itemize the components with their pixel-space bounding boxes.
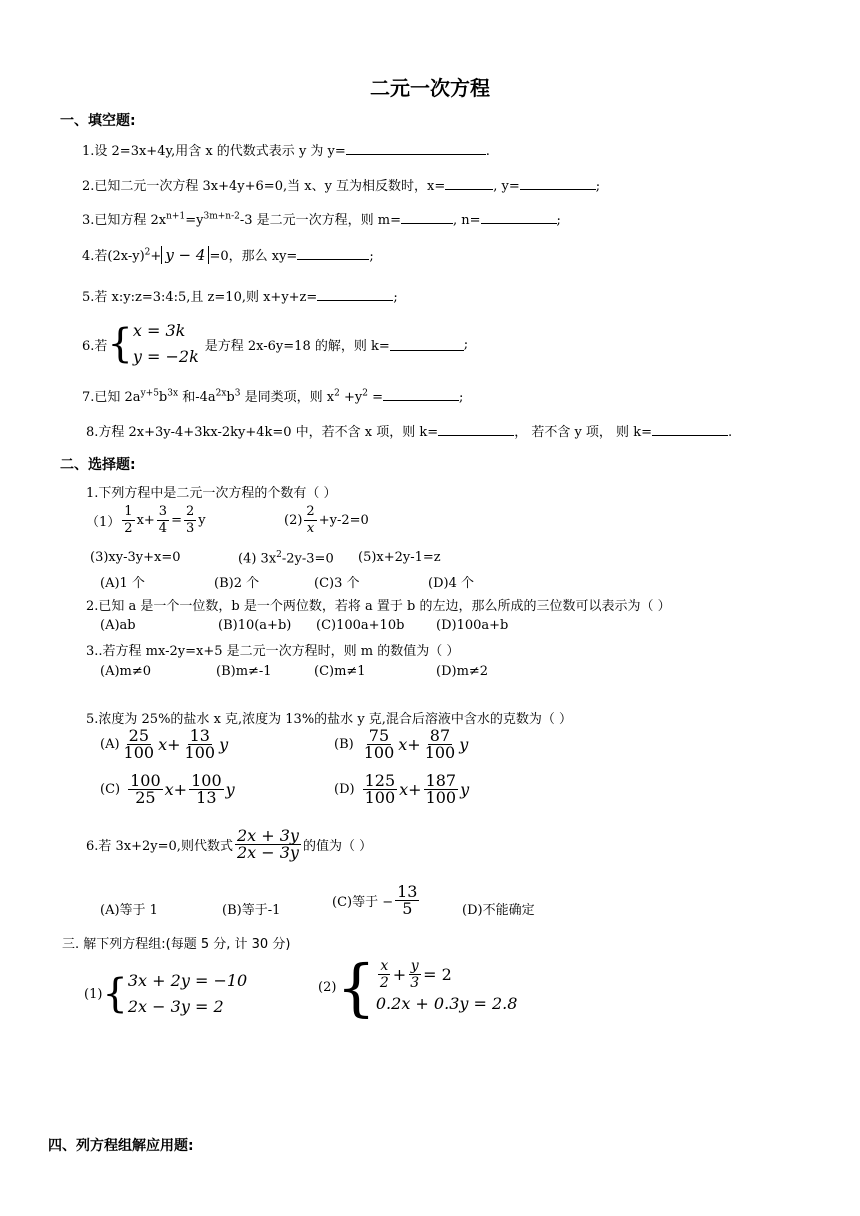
section-heading-text: 四、列方程组解应用题 (48, 1138, 188, 1154)
equation: 3x + 2y = −10 (127, 971, 248, 990)
choice-q6-option-d[interactable]: (D)不能确定 (462, 903, 535, 918)
answer-blank[interactable] (317, 288, 393, 301)
fraction (157, 504, 169, 537)
text: y (198, 513, 206, 528)
fill-question-1: 1.设 2=3x+4y,用含 x 的代数式表示 y 为 y= . (82, 144, 490, 159)
fraction (363, 773, 398, 806)
fraction (378, 958, 391, 991)
fraction (362, 728, 397, 761)
question-text: 是同类项，则 x (240, 390, 335, 405)
text: -2y-3=0 (281, 551, 334, 567)
denominator: 100 (425, 788, 457, 807)
question-text: 3.已知方程 2x (82, 213, 167, 228)
numerator: 25 (128, 726, 149, 745)
choice-q2-option-d[interactable]: (D)100a+b (436, 618, 509, 633)
text: +y-2=0 (318, 513, 369, 528)
fill-question-3: 3.已知方程 $2x^{n+1}=y^{3m+n-2}-3$ 是二元一次方程，则 m= , n= ; (82, 211, 561, 228)
numerator: 87 (429, 726, 451, 745)
question-text: 6.若 3x+2y=0,则代数式 (86, 839, 233, 854)
equation: y = −2k (132, 347, 199, 366)
question-text: b (158, 390, 168, 405)
numerator: 2x + 3y (236, 826, 299, 845)
question-text: 2.已知二元一次方程 3x+4y+6=0,当 x、y 互为相反数时，x= (82, 179, 446, 194)
numerator: 125 (364, 771, 396, 790)
numerator: 3 (158, 504, 168, 519)
equation: 2x − 3y = 2 (127, 997, 224, 1016)
denominator: 100 (123, 743, 155, 762)
superscript: n+1 (166, 211, 186, 222)
choice-q1-option-a[interactable]: (A)1 个 (100, 576, 145, 591)
fraction (184, 504, 196, 537)
choice-q2-option-c[interactable]: (C)100a+10b (316, 618, 405, 633)
choice-q1-option-c[interactable]: (C)3 个 (314, 576, 360, 591)
answer-blank[interactable] (401, 211, 453, 224)
question-text: 4.若(2x-y) (82, 249, 145, 264)
system-problem-2 (318, 950, 518, 1024)
question-text: -3 是二元一次方程，则 m= (239, 213, 401, 228)
choice-question-2: 2.已知 a 是一个一位数，b 是一个两位数，若将 a 置于 b 的左边，那么所成的三位数可以表示为（ ） (86, 599, 671, 614)
section-1-heading: 一、填空题: (60, 113, 136, 129)
numerator: 13 (397, 882, 418, 901)
numerator: 2 (185, 504, 195, 519)
denominator: 100 (363, 743, 395, 762)
text: (4) 3x (238, 551, 277, 567)
choice-q6-option-b[interactable]: (B)等于-1 (222, 903, 281, 918)
numerator: 75 (368, 726, 390, 745)
superscript: 3x (167, 388, 179, 399)
choice-q1-option-d[interactable]: (D)4 个 (428, 576, 474, 591)
denominator: 2x − 3y (236, 843, 299, 862)
denominator: 3 (185, 521, 195, 536)
operator: + (408, 780, 422, 799)
denominator: 2 (124, 521, 133, 536)
equation-system (133, 318, 199, 370)
section-2-heading: 二、选择题: (60, 457, 136, 473)
section-3-heading: 三. 解下列方程组:(每题 5 分, 计 30 分) (62, 937, 291, 952)
question-text: +y (339, 390, 363, 405)
question-text: 的值为（ ） (302, 839, 373, 854)
text: x+ (136, 513, 155, 528)
fill-question-2: 2.已知二元一次方程 3x+4y+6=0,当 x、y 互为相反数时，x= , y= ; (82, 179, 601, 194)
choice-q5-option-c[interactable] (100, 773, 235, 806)
denominator: 4 (158, 521, 168, 536)
choice-question-6 (86, 828, 372, 861)
text: = 2 (423, 964, 452, 984)
fill-question-8: 8.方程 2x+3y-4+3kx-2ky+4k=0 中，若不含 x 项，则 k= ， 若不含 y 项， 则 k= . (86, 425, 733, 440)
choice-q1-expr-4 (238, 550, 334, 566)
label: (D) (334, 782, 355, 797)
choice-q3-option-b[interactable]: (B)m≠-1 (216, 664, 272, 679)
superscript: 3m+n-2 (203, 211, 240, 222)
question-text: b (226, 390, 235, 405)
label: (A) (100, 737, 120, 752)
choice-q1-expr-5: (5)x+2y-1=z (358, 550, 441, 565)
variable: y (459, 735, 469, 754)
equation-system (376, 958, 518, 1017)
question-text: 1.设 2=3x+4y,用含 x 的代数式表示 y 为 y= (82, 144, 346, 159)
operator: + (392, 964, 407, 984)
question-text: , y= (493, 179, 520, 194)
question-text: =0，那么 xy= (209, 249, 298, 264)
answer-blank[interactable] (390, 338, 464, 351)
denominator: 2 (379, 975, 389, 991)
question-text: 7.已知 2a (82, 390, 141, 405)
choice-q2-option-b[interactable]: (B)10(a+b) (218, 618, 292, 633)
operator: + (173, 780, 188, 799)
label: (2) (318, 980, 337, 995)
answer-blank[interactable] (346, 142, 486, 155)
answer-blank[interactable] (438, 423, 514, 436)
section-heading-text: 一、填空题 (60, 113, 130, 129)
choice-q1-option-b[interactable]: (B)2 个 (214, 576, 260, 591)
choice-q3-option-a[interactable]: (A)m≠0 (100, 664, 152, 679)
absolute-value: y − 4 (161, 246, 209, 264)
operator: + (407, 735, 421, 754)
denominator: 100 (424, 743, 456, 762)
choice-q1-expr-3: (3)xy-3y+x=0 (90, 550, 181, 565)
choice-q6-option-a[interactable]: (A)等于 1 (100, 903, 158, 918)
answer-blank[interactable] (520, 177, 596, 190)
fraction (423, 728, 458, 761)
system-problem-1 (84, 968, 247, 1020)
variable: x (399, 780, 409, 799)
choice-q5-option-a[interactable] (100, 728, 228, 761)
numerator: 100 (191, 771, 222, 790)
operator: + (167, 735, 181, 754)
variable: x (164, 780, 174, 799)
label: (1) (84, 986, 103, 1002)
superscript: 2 (144, 247, 151, 258)
page-title: 二元一次方程 (370, 76, 490, 100)
label: (B) (334, 737, 354, 752)
denominator: 13 (196, 788, 217, 807)
answer-blank[interactable] (481, 211, 557, 224)
equation (376, 958, 518, 991)
label: （1） (86, 515, 121, 530)
variable: x (398, 735, 408, 754)
superscript: 2x (215, 388, 227, 399)
fraction (122, 728, 157, 761)
fill-question-7: 7.已知 $2a^{y+5}b^{3x}$ 和$-4a^{2x}b^3$ 是同类项，则 $x^2 +y^2$ = ; (82, 388, 464, 405)
question-text: , n= (453, 213, 481, 228)
choice-q5-option-d[interactable] (334, 773, 469, 806)
brace-icon: { (336, 950, 376, 1024)
numerator: 1 (124, 504, 133, 519)
superscript: 3 (234, 388, 241, 399)
denominator: 3 (410, 975, 420, 991)
answer-blank[interactable] (383, 388, 459, 401)
question-text: 8.方程 2x+3y-4+3kx-2ky+4k=0 中，若不含 x 项，则 k= (86, 425, 439, 440)
denominator: 100 (364, 788, 396, 807)
choice-q1-expr-1 (86, 504, 206, 537)
section-heading-text: 二、选择题 (60, 457, 130, 473)
fraction (235, 828, 301, 861)
equation: x = 3k (132, 321, 186, 340)
superscript: 2 (334, 388, 340, 399)
question-text: 是方程 2x-6y=18 的解，则 k= (204, 338, 390, 354)
label: (2) (284, 513, 303, 528)
fill-question-4: 4.若$(2x-y)^2+ y - 4 =0$，那么 xy= ; (82, 246, 374, 264)
question-text: 5.若 x:y:z=3:4:5,且 z=10,则 x+y+z= (82, 290, 318, 305)
numerator: 187 (425, 771, 457, 790)
equation-system (128, 968, 247, 1020)
fraction (395, 884, 419, 917)
fraction (189, 773, 224, 806)
label: (C) (100, 782, 121, 797)
fraction (183, 728, 218, 761)
variable: y (225, 780, 235, 799)
fill-question-6: 6.若 { x = 3k y = −2k 是方程 2x-6y=18 的解，则 k= ; (82, 318, 468, 370)
choice-q3-option-d[interactable]: (D)m≠2 (436, 664, 489, 679)
choice-q6-option-c[interactable] (332, 884, 421, 917)
variable: y (460, 780, 470, 799)
denominator: 5 (402, 899, 413, 918)
brace-icon: { (107, 321, 133, 367)
fraction (424, 773, 459, 806)
label: (C)等于 − (332, 895, 394, 910)
section-4-heading: 四、列方程组解应用题: (48, 1138, 194, 1154)
numerator: 13 (189, 726, 210, 745)
question-text: + (150, 249, 162, 264)
answer-blank[interactable] (445, 177, 493, 190)
fraction (122, 504, 134, 537)
choice-question-3: 3..若方程 mx-2y=x+5 是二元一次方程时，则 m 的数值为（ ） (86, 644, 460, 659)
question-text: = (367, 390, 383, 405)
fraction (408, 958, 421, 991)
choice-question-5: 5.浓度为 25%的盐水 x 克,浓度为 13%的盐水 y 克,混合后溶液中含水的克数为（ ） (86, 712, 573, 727)
numerator: x (380, 958, 389, 974)
answer-blank[interactable] (652, 423, 728, 436)
question-text: =y (185, 213, 204, 228)
text: = (171, 513, 182, 528)
superscript: 2 (362, 388, 368, 399)
superscript: y+5 (140, 388, 159, 399)
variable: x (158, 735, 168, 754)
choice-q1-expr-2 (284, 504, 369, 537)
fraction (304, 504, 316, 537)
fill-question-5: 5.若 x:y:z=3:4:5,且 z=10,则 x+y+z= ; (82, 290, 398, 305)
question-text: 6.若 (82, 338, 108, 354)
choice-q3-option-c[interactable]: (C)m≠1 (314, 664, 366, 679)
answer-blank[interactable] (297, 247, 369, 260)
choice-question-1: 1.下列方程中是二元一次方程的个数有（ ） (86, 486, 337, 501)
numerator: 100 (130, 771, 161, 790)
denominator: 25 (135, 788, 156, 807)
numerator: 2 (306, 504, 315, 519)
numerator: y (410, 958, 419, 974)
choice-q5-option-b[interactable] (334, 728, 468, 761)
denominator: 100 (184, 743, 216, 762)
question-text: 和-4a (178, 390, 216, 405)
brace-icon: { (102, 971, 128, 1017)
variable: y (219, 735, 229, 754)
fraction (128, 773, 163, 806)
choice-q2-option-a[interactable]: (A)ab (100, 618, 136, 633)
superscript: 2 (276, 550, 282, 560)
question-text: ， 若不含 y 项， 则 k= (514, 425, 652, 440)
equation: 0.2x + 0.3y = 2.8 (375, 994, 518, 1013)
denominator: x (306, 521, 315, 536)
